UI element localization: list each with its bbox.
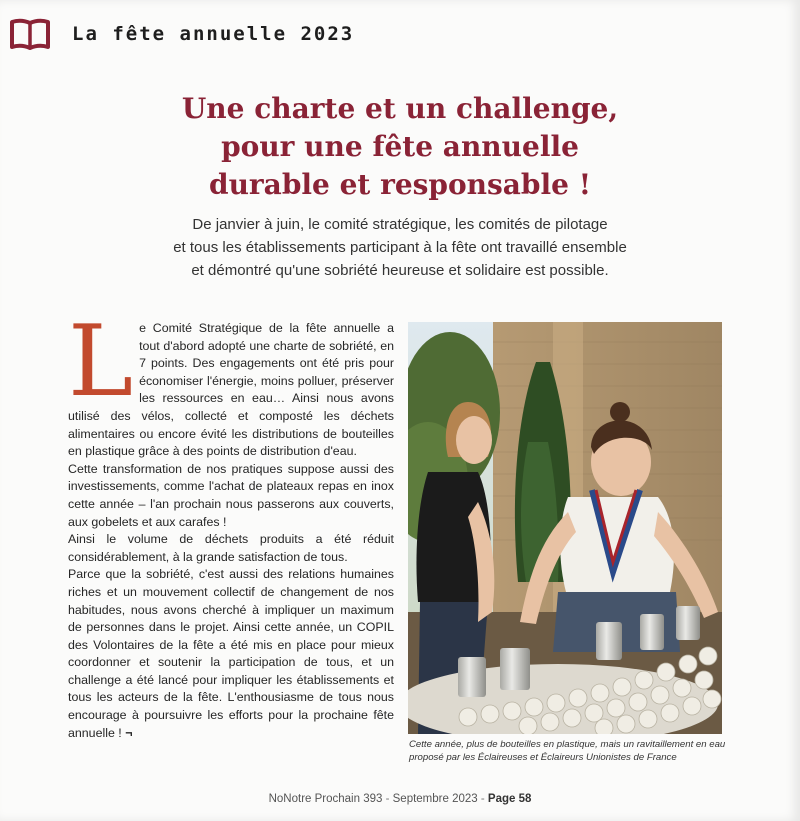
paragraph-4-text: Parce que la sobriété, c'est aussi des relations humaines riches et un mouvement collectif de changement de nos habitudes, nous avons cherché à impliquer un maximum de personnes dans le projet. Ainsi cette année, un COPIL des Volontaires de la fête a été mis en place pour mieux coordonner et soutenir la participation de tous, et un challenge a été lancé pour impliquer les établissements et tous les acteurs de la fête. L'enthousiasme de tous nous encourage à poursuivre les efforts pour la prochaine fête annuelle ! xyxy=(68,567,394,740)
title-line-3: durable et responsable ! xyxy=(208,168,592,201)
article-paragraph-2: Cette transformation de nos pratiques suppose aussi des investissements, comme l'achat de plateaux repas en inox cette année – l'an prochain nous passerons aux couverts, aux gobelets et aux carafes ! xyxy=(68,461,394,529)
footer-separator: - xyxy=(382,793,393,805)
title-line-2: pour une fête annuelle xyxy=(221,130,579,163)
caption-line-1: Cette année, plus de bouteilles en plastique, mais un ravitaillement en eau xyxy=(409,739,726,750)
intro-line-3: et démontré qu'une sobriété heureuse et solidaire est possible. xyxy=(191,262,609,279)
issue-date: Septembre 2023 xyxy=(392,793,478,805)
magazine-name: NoNotre Prochain 393 xyxy=(268,793,383,805)
page-number: Page 58 xyxy=(487,793,532,805)
section-title: La fête annuelle 2023 xyxy=(72,23,355,45)
intro-paragraph xyxy=(120,213,680,282)
footer-separator-2: - xyxy=(477,793,488,805)
intro-line-2: et tous les établissements participant à la fête ont travaillé ensemble xyxy=(173,239,627,256)
page-title xyxy=(100,90,700,204)
caption-line-2: proposé par les Éclaireuses et Éclaireurs Unionistes de France xyxy=(409,752,677,763)
page-footer xyxy=(0,793,800,805)
article-paragraph-4 xyxy=(68,566,394,742)
photo-caption xyxy=(409,738,739,764)
intro-line-1: De janvier à juin, le comité stratégique, les comités de pilotage xyxy=(192,216,608,233)
article-photo xyxy=(408,322,722,734)
book-icon xyxy=(8,16,52,52)
article-paragraph-1 xyxy=(68,305,394,461)
end-mark: ¬ xyxy=(125,725,133,740)
article-paragraph-3: Ainsi le volume de déchets produits a été réduit considérablement, à la grande satisfaction de tous. xyxy=(68,532,394,564)
section-header xyxy=(8,14,354,54)
drop-cap: L xyxy=(68,305,134,419)
photo-illustration xyxy=(408,322,722,734)
paragraph-1-text: e Comité Stratégique de la fête annuelle a tout d'abord adopté une charte de sobriété, en 7 points. Des engagements ont été pris pour économiser l'énergie, moins polluer, préserver les ressources en eau… Ainsi nous avons utilisé des vélos, collecté et composté les déchets alimentaires ou encore évité les distributions de bouteilles en plastique grâce à des points de distribution d'eau. xyxy=(68,321,394,459)
title-line-1: Une charte et un challenge, xyxy=(181,92,619,125)
article-body xyxy=(68,305,394,742)
